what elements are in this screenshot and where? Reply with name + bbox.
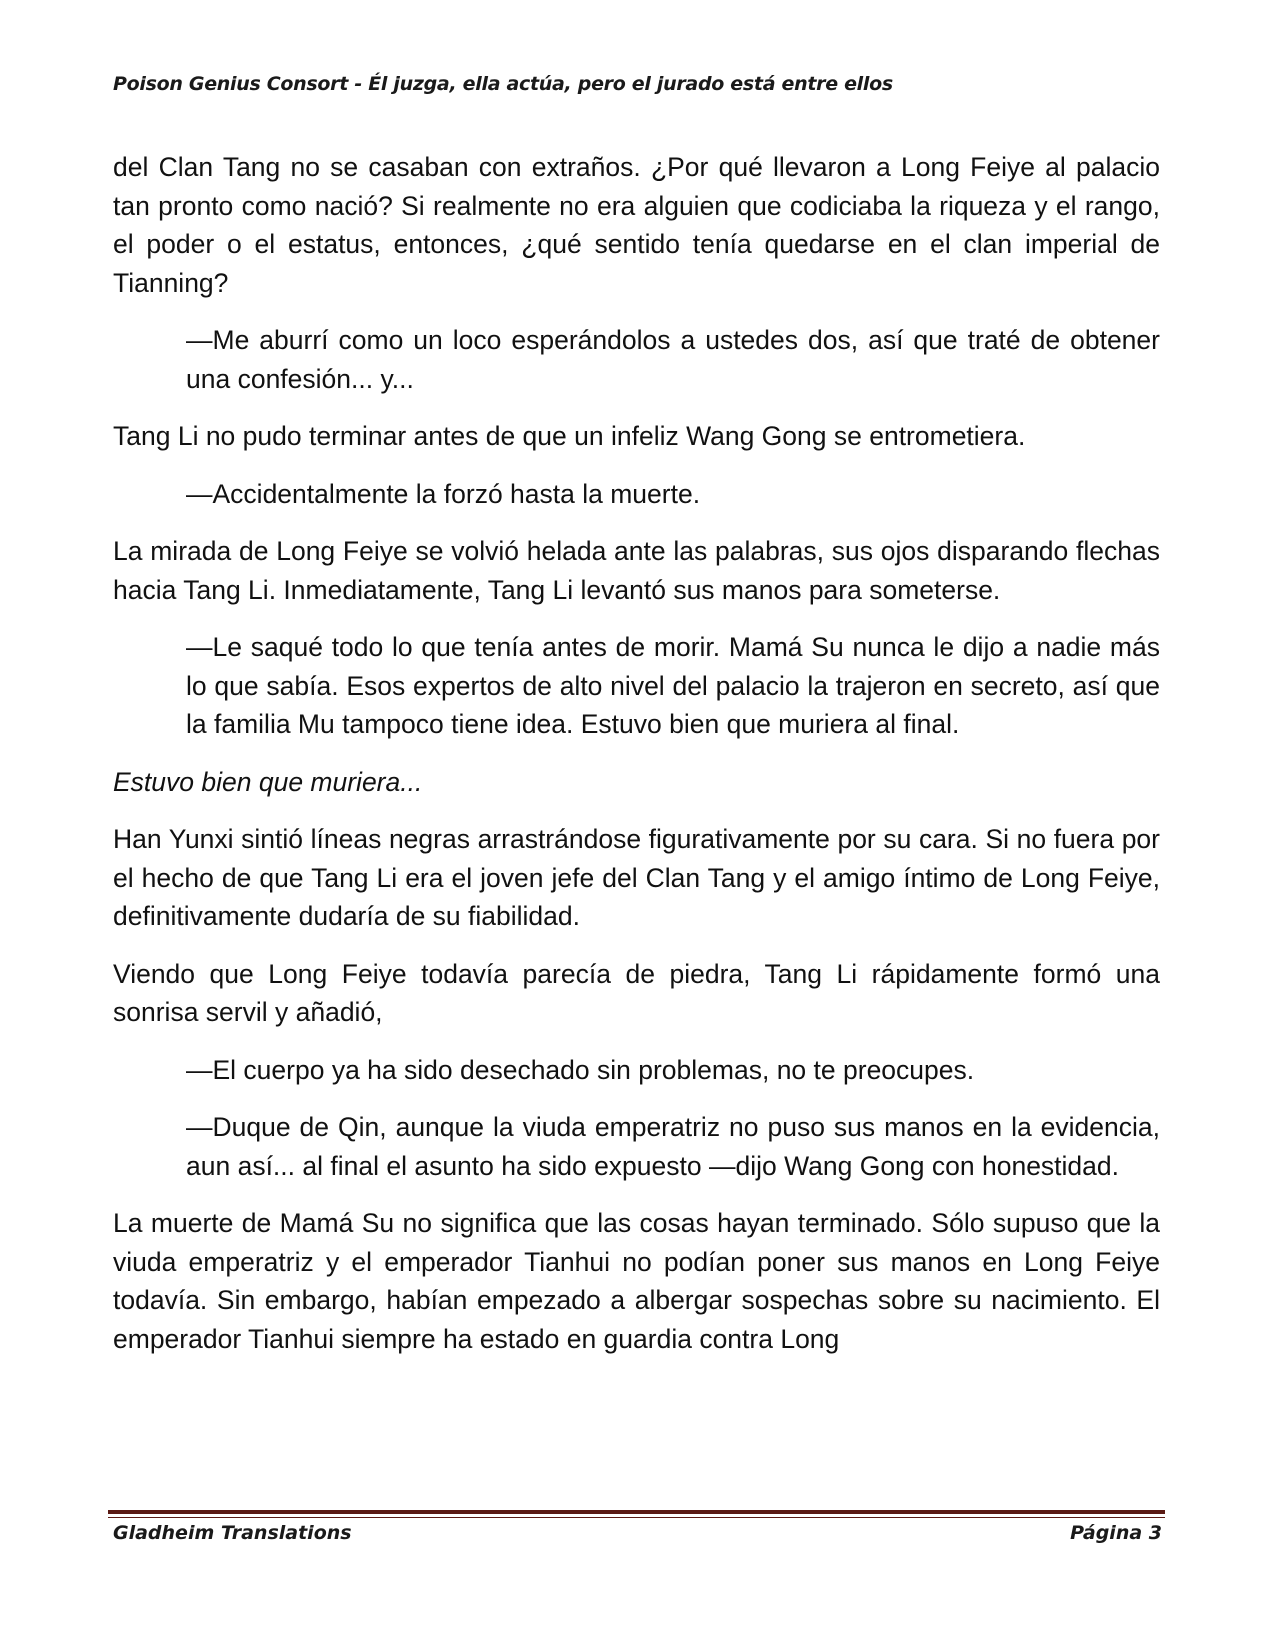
dialogue-paragraph: —El cuerpo ya ha sido desechado sin problemas, no te preocupes. [186,1054,975,1085]
paragraph: Viendo que Long Feiye todavía parecía de piedra, Tang Li rápidamente formó una sonrisa servil y añadió, [113,958,1160,1027]
paragraph: La mirada de Long Feiye se volvió helada ante las palabras, sus ojos disparando flechas hacia Tang Li. Inmediatamente, Tang Li levantó sus manos para someterse. [113,536,1160,605]
footer-divider [108,1510,1165,1514]
paragraph: La muerte de Mamá Su no significa que las cosas hayan terminado. Sólo supuso que la viuda emperatriz y el emperador Tianhui no podían poner sus manos en Long Feiye todavía. Sin embargo, habían empezado a albergar sospechas sobre su nacimiento. El emperador Tianhui siempre ha estado en guardia contra Long [113,1208,1160,1354]
footer-divider-thin [108,1517,1165,1518]
footer-page-number: Página 3 [1070,1522,1162,1544]
dialogue-paragraph: —Duque de Qin, aunque la viuda emperatriz no puso sus manos en la evidencia, aun así... al final el asunto ha sido expuesto —dijo Wang Gong con honestidad. [186,1112,1160,1181]
paragraph: del Clan Tang no se casaban con extraños. ¿Por qué llevaron a Long Feiye al palacio tan pronto como nació? Si realmente no era alguien que codiciaba la riqueza y el rango, el poder o el estatus, entonces, ¿qué sentido tenía quedarse en el clan imperial de Tianning? [113,152,1160,298]
dialogue-paragraph: —Accidentalmente la forzó hasta la muerte. [186,478,701,509]
dialogue-paragraph: —Le saqué todo lo que tenía antes de morir. Mamá Su nunca le dijo a nadie más lo que sabía. Esos expertos de alto nivel del palacio la trajeron en secreto, así que la familia Mu tampoco tiene idea. Estuvo bien que muriera al final. [186,632,1160,739]
page-header-title: Poison Genius Consort - Él juzga, ella actúa, pero el jurado está entre ellos [113,73,893,95]
footer-publisher: Gladheim Translations [113,1522,352,1544]
page-body [113,148,1160,1377]
paragraph: Han Yunxi sintió líneas negras arrastrándose figurativamente por su cara. Si no fuera por el hecho de que Tang Li era el joven jefe del Clan Tang y el amigo íntimo de Long Feiye, definitivamente dudaría de su fiabilidad. [113,824,1160,931]
dialogue-paragraph: —Me aburrí como un loco esperándolos a ustedes dos, así que traté de obtener una confesión... y... [186,325,1160,394]
paragraph: Tang Li no pudo terminar antes de que un infeliz Wang Gong se entrometiera. [113,421,1026,451]
italic-thought: Estuvo bien que muriera... [113,766,423,797]
